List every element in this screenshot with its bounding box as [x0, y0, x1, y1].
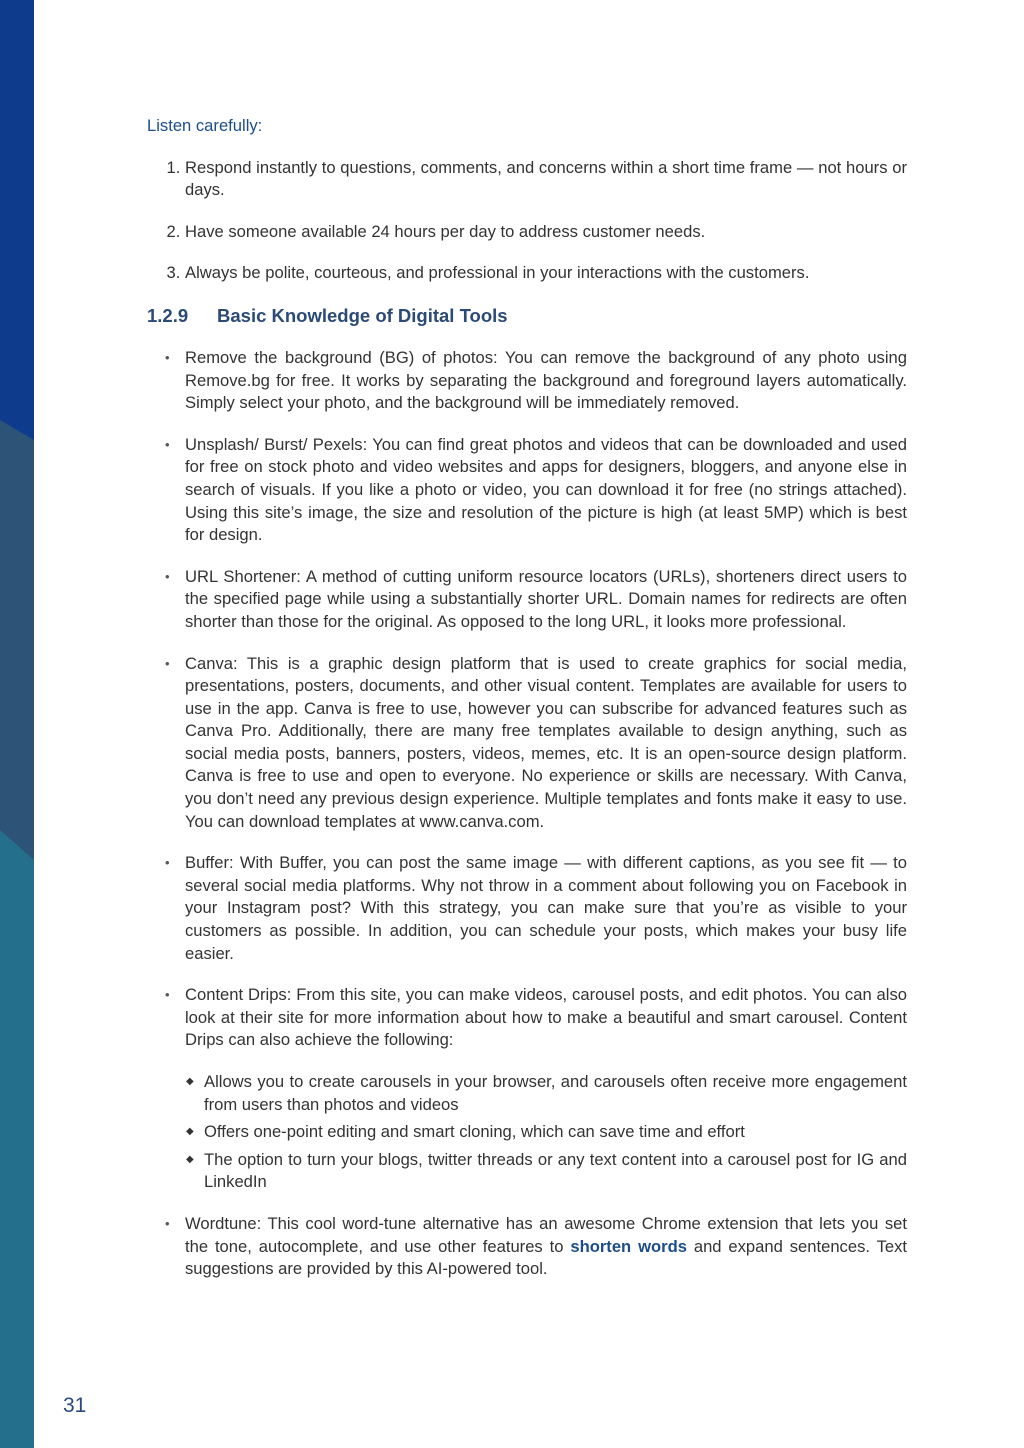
page-number: 31 [63, 1394, 87, 1417]
content-drips-sublist [185, 1071, 907, 1194]
tool-item-unsplash: • Unsplash/ Burst/ Pexels: You can find great photos and videos that can be downloaded and used for free on stock photo and video websites and apps for designers, bloggers, and anyone else in search of visuals. If you like a photo or video, you can download it for free (no strings attached). Using this site’s image, the size and resolution of the picture is high (at least 5MP) which is best for design. [185, 434, 907, 547]
tool-item-content-drips [185, 984, 907, 1194]
side-band-graphic [0, 0, 34, 1448]
section-number: 1.2.9 [147, 304, 189, 326]
page-side-band [0, 0, 34, 1448]
tools-list [147, 347, 907, 1281]
listen-item: 2. Have someone available 24 hours per day to address customer needs. [185, 221, 907, 244]
content-drips-text: Content Drips: From this site, you can make videos, carousel posts, and edit photos. You can also look at their site for more information about how to make a beautiful and smart carousel. Content Drips can also achieve the following: [185, 985, 907, 1050]
listen-item: 3. Always be polite, courteous, and professional in your interactions with the customers. [185, 262, 907, 285]
listen-heading: Listen carefully: [147, 116, 263, 135]
tool-item-wordtune [185, 1213, 907, 1281]
content-drips-subitem: ◆ Allows you to create carousels in your browser, and carousels often receive more engagement from users than photos and videos [204, 1071, 907, 1116]
listen-item: 1. Respond instantly to questions, comments, and concerns within a short time frame — not hours or days. [185, 157, 907, 202]
content-drips-subitem: ◆ Offers one-point editing and smart cloning, which can save time and effort [204, 1121, 907, 1144]
listen-list [147, 157, 907, 285]
wordtune-text-start: Wordtune: This cool word-tune alternative has an awesome Chrome extension that lets you set the tone, autocomplete, and use other features to [185, 1213, 907, 1256]
shorten-words-link[interactable]: shorten words [570, 1236, 687, 1256]
section-heading [147, 304, 907, 328]
tool-item-remove-bg: • Remove the background (BG) of photos: You can remove the background of any photo using Remove.bg for free. It works by separating the background and foreground layers automatically. Simply select your photo, and the background will be immediately removed. [185, 347, 907, 415]
tool-item-buffer: • Buffer: With Buffer, you can post the same image — with different captions, as you see fit — to several social media platforms. Why not throw in a comment about following you on Facebook in your Instagram post? With this strategy, you can make sure that you’re as visible to your customers as possible. In addition, you can schedule your posts, which makes your busy life easier. [185, 852, 907, 965]
wordtune-text-end: and expand sentences. Text suggestions are provided by this AI-powered tool. [185, 1236, 907, 1279]
content-drips-subitem: ◆ The option to turn your blogs, twitter threads or any text content into a carousel post for IG and LinkedIn [204, 1149, 907, 1194]
tool-item-canva: • Canva: This is a graphic design platform that is used to create graphics for social media, presentations, posters, documents, and other visual content. Templates are available for users to use in the app. Canva is free to use, however you can subscribe for advanced features such as Canva Pro. Additionally, there are many free templates available to design anything, such as social media posts, banners, posters, videos, memes, etc. It is an open-source design platform. Canva is free to use and open to everyone. No experience or skills are necessary. With Canva, you don’t need any previous design experience. Multiple templates and fonts make it easy to use. You can download templates at www.canva.com. [185, 653, 907, 834]
page-content [147, 115, 907, 1300]
tool-item-url-shortener: • URL Shortener: A method of cutting uniform resource locators (URLs), shorteners direct users to the specified page while using a substantially shorter URL. Domain names for redirects are often shorter than those for the original. As opposed to the long URL, it looks more professional. [185, 566, 907, 634]
section-title: Basic Knowledge of Digital Tools [217, 304, 508, 326]
